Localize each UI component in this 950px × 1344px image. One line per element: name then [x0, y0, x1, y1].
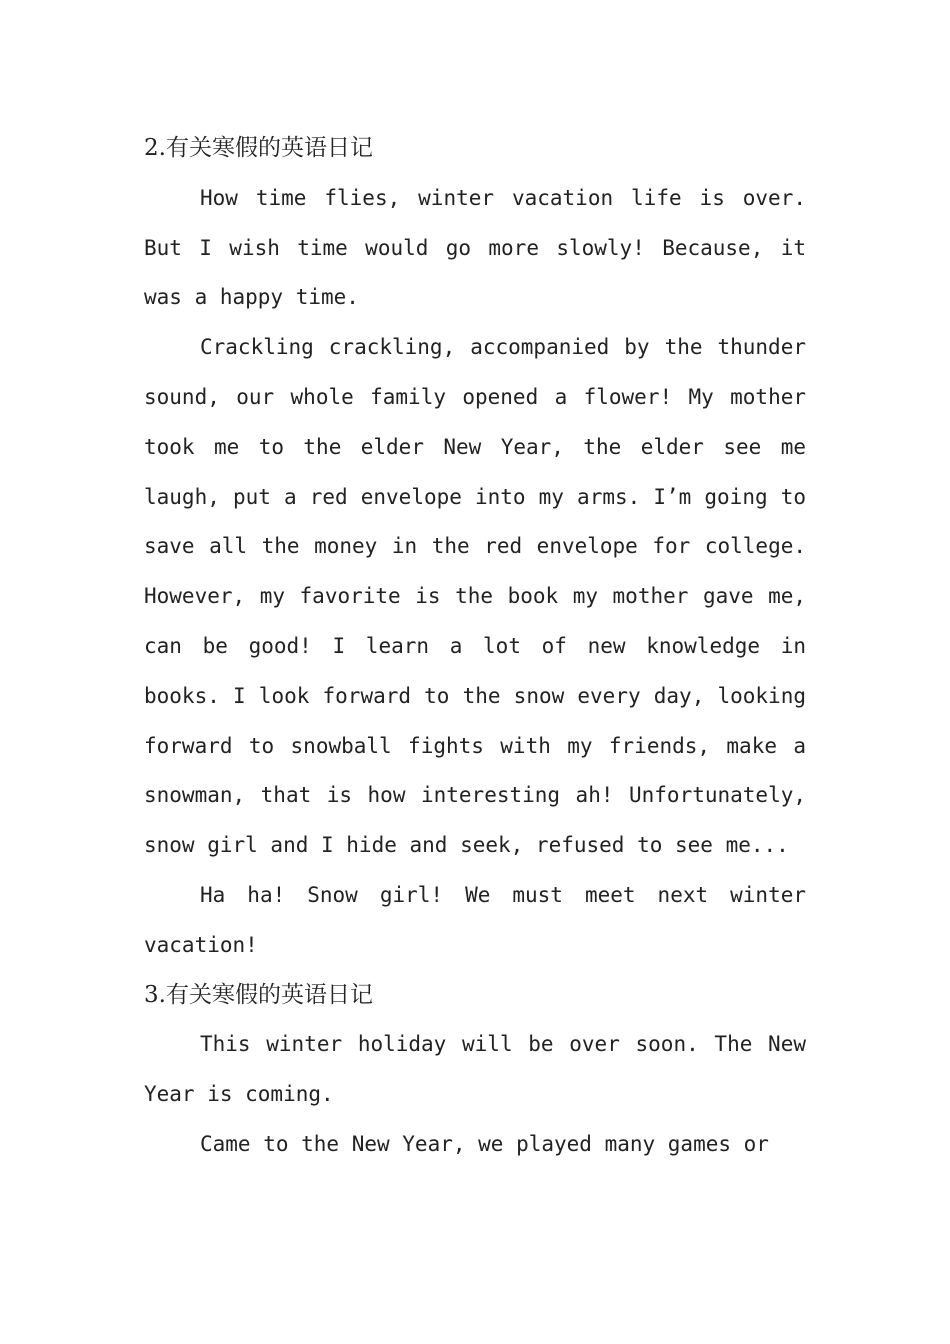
document-body — [144, 124, 806, 1170]
paragraph: Crackling crackling, accompanied by the thunder sound, our whole family opened a flower! My mother took me to the elder New Year, the elder see me laugh, put a red envelope into my arms. I’m going to save all the money in the red envelope for college. However, my favorite is the book my mother gave me, can be good! I learn a lot of new knowledge in books. I look forward to the snow every day, looking forward to snowball fights with my friends, make a snowman, that is how interesting ah! Unfortunately, snow girl and I hide and seek, refused to see me... — [144, 335, 806, 858]
paragraph: Ha ha! Snow girl! We must meet next winter vacation! — [144, 882, 806, 957]
paragraph: This winter holiday will be over soon. The New Year is coming. — [144, 1032, 806, 1107]
paragraph: Came to the New Year, we played many games or — [200, 1131, 769, 1156]
section-heading: 2.有关寒假的英语日记 — [144, 135, 373, 161]
paragraph: How time flies, winter vacation life is over. But I wish time would go more slowly! Because, it was a happy time. — [144, 185, 806, 310]
section-heading: 3.有关寒假的英语日记 — [144, 981, 373, 1008]
